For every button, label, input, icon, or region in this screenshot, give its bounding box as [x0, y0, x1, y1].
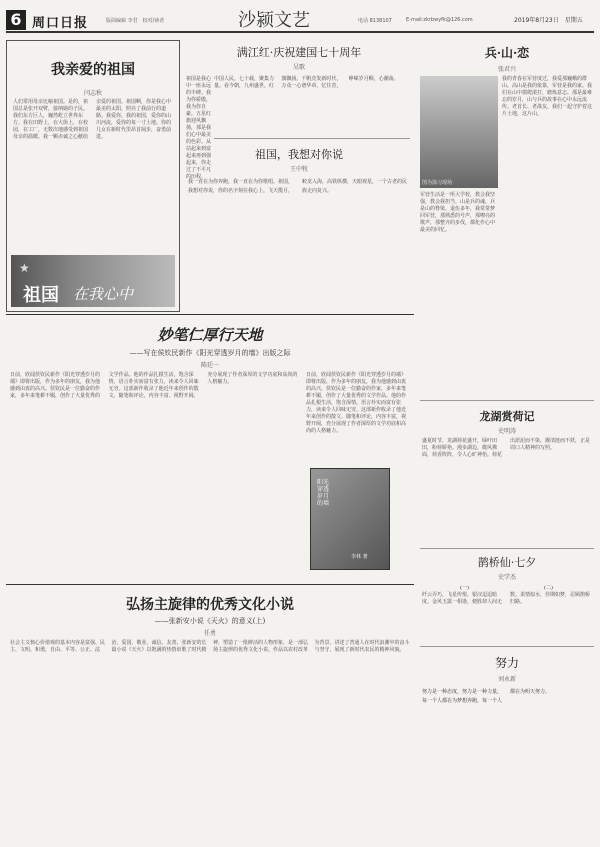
poem-body-manjianghong: 中国人民，七十载，聚集力量。看今朝，九州盛世，红旗飘扬。千帆竞发新时代，万众一心谱华章。忆往昔，峥嵘岁月稠，心潮荡。 [214, 76, 399, 89]
essay2-title: 弘扬主旋律的优秀文化小说 [126, 597, 294, 613]
poem-author-lotus: 史明涛 [497, 428, 516, 435]
essay1-subtitle: ——写在侯钦民新作《阳光穿透岁月的墙》出版之际 [129, 349, 291, 357]
article-right-bottom-body: 军营生活是一所大学校，教会我坚强，教会我担当。山是兵的魂，兵是山的脊梁。退伍多年，我常常梦回军营，那熟悉的号声，那嘹亮的歌声，那整齐的步伐，都化作心中最美的回忆。 [420, 192, 496, 233]
flag-photo [11, 255, 175, 307]
section-rule-2 [6, 584, 414, 585]
box-poems-middle [184, 40, 414, 310]
photo-big-text: 祖国 [23, 285, 59, 306]
book-cover [310, 468, 390, 570]
poem-title-soldier: 兵·山·恋 [484, 46, 530, 60]
tank-caption: 图为演习现场 [422, 180, 453, 186]
poem-title-magpie: 鹊桥仙·七夕 [477, 556, 537, 569]
book-title: 阳光穿透岁月的墙 [317, 479, 330, 507]
contact-email: E-mail:zkrbwyfk@126.com [406, 17, 473, 23]
article-body: 人们常用母亲比喻祖国。是的，祖国总是张开双臂，接纳她的子民。我们东方巨人，巍然屹立世界东方。我在田野上，在大街上，在校园，在工厂，无数次地感受到祖国母亲的温暖。我一颗赤诚之心献给亲爱的祖国。祖国啊，你是我心中最美的太阳，照亮了我前行的道路。我爱你，我的祖国，爱你的山川河流，爱你的每一寸土地。你的儿女在新时代里昂首阔步，奋勇前进。 [13, 99, 172, 140]
box-essay-2 [6, 588, 414, 840]
essay2-body: 社会主义核心价值观的基本内容是富强、民主、文明、和谐，自由、平等、公正、法治，爱国、敬业、诚信、友善。张新安的长篇小说《天火》以饱满的热情讴歌了时代精神，塑造了一批鲜活的人物形象，是一部弘扬主旋律的优秀文化小说。作品以农村改革为背景，讲述了普通人在时代浪潮中的奋斗与坚守，展现了新时代农民的精神风貌。 [10, 640, 410, 653]
essay1-author: 陈廷一 [200, 362, 219, 369]
poem-body-effort: 努力是一种态度，努力是一种力量，每一个人都在为梦想奔跑，每一个人都在为明天努力。 [422, 689, 551, 704]
poem-title-manjianghong: 满江红·庆祝建国七十周年 [236, 46, 362, 59]
article-author: 闫志秋 [83, 90, 102, 97]
issue-date: 2019年8月23日 星期五 [514, 17, 583, 24]
right-divider-2 [420, 548, 594, 549]
poem-title-motherland: 祖国，我想对你说 [255, 148, 343, 161]
poem-body-motherland: 我一直在为你奔跑，我一直在为你歌唱。祖国，我想对你说，你的名字刻在我心上。飞天揽月，蛟龙入海，高铁纵横，天眼观星，一个古老的民族走向复兴。 [188, 179, 408, 194]
right-divider-1 [420, 400, 594, 401]
book-author: 李林 著 [351, 554, 368, 560]
article-middle-body: 祖国是我心中一座永远的丰碑。我为你骄傲，我为你自豪。五星红旗迎风飘扬，那是我们心中最美的色彩。从站起来到富起来再到强起来，你走过了不平凡的历程。 [186, 76, 212, 180]
header-rule [6, 31, 594, 33]
poem-body-soldier: 我的青春在军营度过，我爱那巍峨的群山。高山是我的依靠，军营是我的家。我们在山中摸爬滚打，磨炼意志。那是最难忘的岁月，山与兵的故事在心中永远流传。老首长、老战友，我们一起守护着这片土地，这片山。 [502, 76, 593, 117]
section-title: 沙颍文艺 [238, 10, 310, 31]
poem-author-magpie: 史学杰 [497, 574, 516, 581]
poem-part-1: (一) [460, 585, 469, 591]
poem-body-magpie: 纤云弄巧，飞星传恨，银汉迢迢暗度。金风玉露一相逢，便胜却人间无数。柔情似水，佳期如梦，忍顾鹊桥归路。 [422, 592, 591, 605]
article-title: 我亲爱的祖国 [51, 62, 135, 78]
right-divider-3 [420, 646, 594, 647]
poem-author-soldier: 张君兴 [497, 66, 516, 73]
essay1-title: 妙笔仁厚行天地 [157, 326, 263, 344]
poem-author-manjianghong: 吴歌 [292, 64, 305, 71]
poem-part-2: (二) [544, 585, 553, 591]
page-number: 6 [6, 10, 26, 30]
poem-author-effort: 刘永新 [497, 676, 516, 683]
photo-script-text: 在我心中 [73, 285, 134, 303]
page-header [6, 4, 594, 34]
section-rule-1 [6, 314, 414, 315]
paper-name: 周口日报 [32, 16, 89, 31]
poem-body-lotus: 盛夏时节，龙湖荷花盛开，绿叶田田，粉荷娇艳。漫步湖边，微风拂面，荷香阵阵，令人心旷神怡。荷花出淤泥而不染，濯清涟而不妖，正是周口人精神的写照。 [422, 438, 591, 458]
poem-author-motherland: 王中牧 [289, 166, 308, 173]
essay1-body: 日前，欣闻侯钦民新作《阳光穿透岁月的墙》即将出版，作为多年的朋友，我为他感到由衷的高兴。侯钦民是一位勤奋的作家，多年来笔耕不辍，创作了大量优秀的文学作品。他的作品扎根生活，饱含深情，语言朴实而富有张力，读来令人回味无穷。这部新作收录了他近年来创作的散文、随笔和评论，内容丰富，视野开阔，充分展现了作者深厚的文学功底和高尚的人格魅力。 [10, 372, 298, 399]
contact-phone: 电话 8138107 [358, 18, 392, 24]
middle-divider [214, 138, 410, 139]
poem-title-effort: 努力 [494, 656, 519, 670]
box-essay-1 [6, 318, 414, 580]
star-icon: ★ [19, 261, 30, 275]
box-beloved-motherland [6, 40, 180, 312]
essay1-body-right: 日前，欣闻侯钦民新作《阳光穿透岁月的墙》即将出版，作为多年的朋友，我为他感到由衷的高兴。侯钦民是一位勤奋的作家，多年来笔耕不辍，创作了大量优秀的文学作品。他的作品扎根生活，饱含深情，语言朴实而富有张力，读来令人回味无穷。这部新作收录了他近年来创作的散文、随笔和评论，内容丰富，视野开阔，充分展现了作者深厚的文学功底和高尚的人格魅力。 [306, 372, 407, 434]
tank-photo [420, 76, 498, 188]
essay2-author: 任勇 [203, 630, 216, 637]
right-column [420, 40, 594, 840]
essay2-subtitle: ——张新安小说《天火》的意义(上) [154, 617, 266, 625]
poem-title-lotus: 龙湖赏荷记 [479, 410, 535, 423]
editor-info: 版面编辑 李君 校对/读者 [106, 18, 165, 24]
